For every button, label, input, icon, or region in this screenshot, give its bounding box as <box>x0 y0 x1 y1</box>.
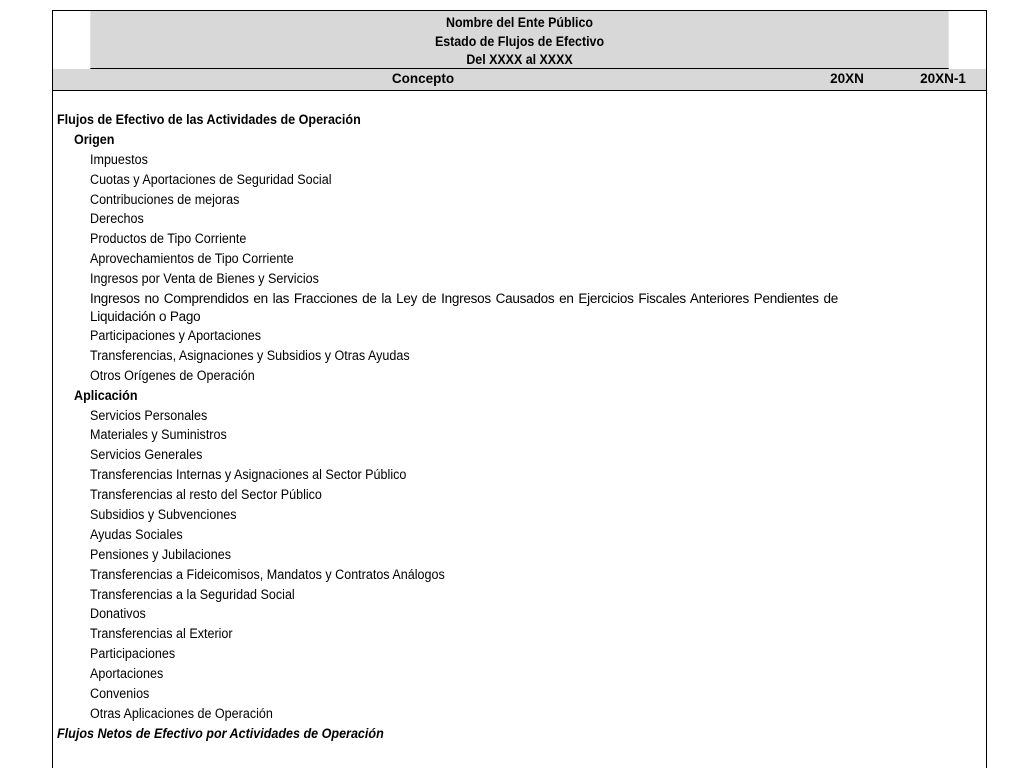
section-title: Flujos de Efectivo de las Actividades de Operación <box>57 112 361 127</box>
line-item: Transferencias al Exterior <box>90 626 233 642</box>
report-title: Estado de Flujos de Efectivo <box>434 33 605 49</box>
line-item: Otros Orígenes de Operación <box>90 367 255 383</box>
application-heading: Aplicación <box>74 387 138 403</box>
line-item: Ingresos por Venta de Bienes y Servicios <box>90 271 319 287</box>
line-item: Transferencias a Fideicomisos, Mandatos y Contratos Análogos <box>90 566 445 582</box>
line-item: Donativos <box>90 606 146 622</box>
line-item: Ayudas Sociales <box>90 526 183 542</box>
line-item: Participaciones y Aportaciones <box>90 328 261 344</box>
line-item: Transferencias al resto del Sector Público <box>90 487 322 503</box>
financial-statement-table <box>52 10 987 768</box>
column-header-concept: Concepto <box>391 71 455 86</box>
line-item: Servicios Generales <box>90 447 203 463</box>
entity-name: Nombre del Ente Público <box>446 15 593 30</box>
line-item: Subsidios y Subvenciones <box>90 507 237 523</box>
origin-heading: Origen <box>74 131 115 147</box>
line-item: Convenios <box>90 686 150 702</box>
line-item: Impuestos <box>90 151 148 167</box>
line-item: Otras Aplicaciones de Operación <box>90 705 273 721</box>
report-header <box>90 11 948 69</box>
line-item: Pensiones y Jubilaciones <box>90 546 231 562</box>
column-header-current-year: 20XN <box>830 71 864 86</box>
line-item: Transferencias a la Seguridad Social <box>90 586 295 602</box>
line-item: Servicios Personales <box>90 407 208 423</box>
line-item: Contribuciones de mejoras <box>90 191 240 207</box>
net-cash-flow-total: Flujos Netos de Efectivo por Actividades de Operación <box>57 725 384 741</box>
report-period: Del XXXX al XXXX <box>466 52 573 67</box>
line-item: Productos de Tipo Corriente <box>90 231 247 247</box>
statement-body <box>53 91 986 744</box>
line-item: Materiales y Suministros <box>90 427 227 443</box>
column-header-row <box>53 69 986 91</box>
line-item: Transferencias Internas y Asignaciones al Sector Público <box>90 467 407 483</box>
column-header-previous-year: 20XN-1 <box>920 71 966 86</box>
line-item: Ingresos no Comprendidos en las Fracciones de la Ley de Ingresos Causados en Ejercicios Fiscales Anteriores Pendientes de Liquidación o Pago <box>90 291 838 324</box>
line-item: Participaciones <box>90 646 176 662</box>
line-item: Transferencias, Asignaciones y Subsidios y Otras Ayudas <box>90 347 410 363</box>
line-item: Cuotas y Aportaciones de Seguridad Social <box>90 171 332 187</box>
line-item: Aportaciones <box>90 666 164 682</box>
line-item: Derechos <box>90 211 144 227</box>
line-item: Aprovechamientos de Tipo Corriente <box>90 251 294 267</box>
